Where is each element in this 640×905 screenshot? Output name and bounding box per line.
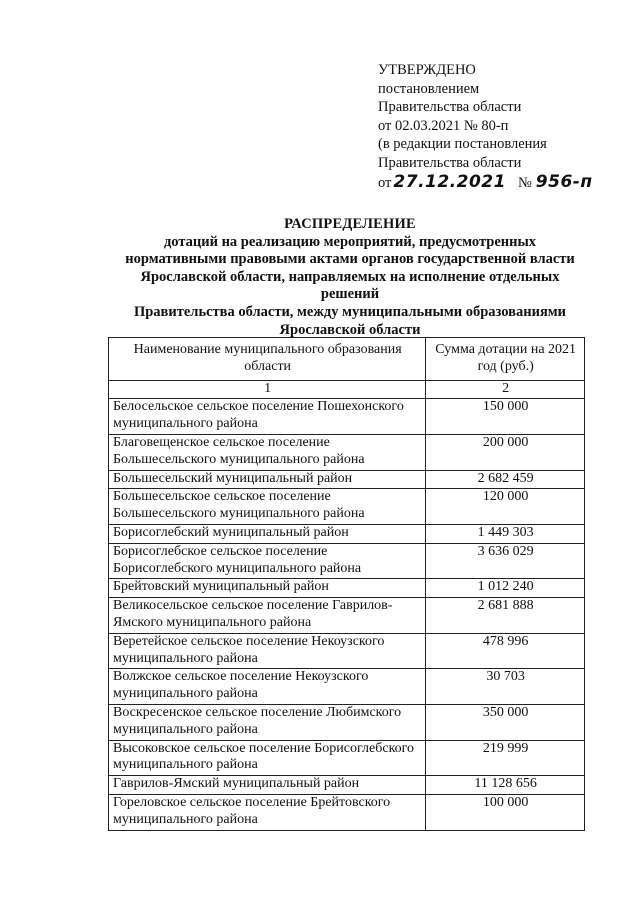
approval-line: Правительства области	[378, 99, 522, 116]
subsidy-amount: 2 681 888	[426, 598, 585, 634]
table-body	[109, 399, 585, 830]
subsidy-amount: 2 682 459	[426, 470, 585, 489]
document-title	[110, 216, 590, 339]
column-index: 1	[109, 380, 426, 399]
handwritten-date: 27.12.2021	[393, 171, 506, 192]
distribution-table	[108, 337, 585, 831]
subsidy-amount: 350 000	[426, 704, 585, 740]
table-row	[109, 524, 585, 543]
table-row	[109, 434, 585, 470]
title-line: Ярославской области	[279, 321, 421, 338]
column-index: 2	[426, 380, 585, 399]
municipality-name: Великосельское сельское поселение Гаврилов-Ямского муниципального района	[109, 598, 426, 634]
approval-line: (в редакции постановления	[378, 136, 547, 153]
municipality-name: Воскресенское сельское поселение Любимского муниципального района	[109, 704, 426, 740]
table-row	[109, 489, 585, 525]
municipality-name: Брейтовский муниципальный район	[109, 579, 426, 598]
municipality-name: Большесельский муниципальный район	[109, 470, 426, 489]
municipality-name: Волжское сельское поселение Некоузского муниципального района	[109, 669, 426, 705]
approval-line: УТВЕРЖДЕНО	[378, 62, 476, 78]
approval-line: Правительства области	[378, 154, 522, 171]
subsidy-amount: 11 128 656	[426, 776, 585, 795]
subsidy-amount: 200 000	[426, 434, 585, 470]
municipality-name: Веретейское сельское поселение Некоузского муниципального района	[109, 633, 426, 669]
municipality-name: Борисоглебское сельское поселение Борисоглебского муниципального района	[109, 543, 426, 579]
subsidy-amount: 219 999	[426, 740, 585, 776]
table-row	[109, 543, 585, 579]
municipality-name: Белосельское сельское поселение Пошехонского муниципального района	[109, 399, 426, 435]
subsidy-amount: 150 000	[426, 399, 585, 435]
subsidy-amount: 1 449 303	[426, 524, 585, 543]
municipality-name: Борисоглебский муниципальный район	[109, 524, 426, 543]
table-header-row	[109, 338, 585, 381]
approval-line: постановлением	[378, 80, 480, 97]
approval-stamp	[378, 61, 593, 192]
handwritten-number: 956-п	[535, 171, 593, 192]
column-header-amount: Сумма дотации на 2021 год (руб.)	[426, 338, 585, 381]
column-header-name: Наименование муниципального образования области	[109, 338, 426, 381]
title-line: дотаций на реализацию мероприятий, предусмотренных	[163, 233, 537, 250]
number-sign: №	[517, 174, 532, 191]
approval-line: от 02.03.2021 № 80-п	[378, 117, 509, 134]
table-row	[109, 579, 585, 598]
from-prefix: от	[378, 174, 392, 191]
table-row	[109, 598, 585, 634]
municipality-name: Гаврилов-Ямский муниципальный район	[109, 776, 426, 795]
municipality-name: Большесельское сельское поселение Большесельского муниципального района	[109, 489, 426, 525]
municipality-name: Гореловское сельское поселение Брейтовского муниципального района	[109, 794, 426, 830]
subsidy-amount: 478 996	[426, 633, 585, 669]
approval-signature-line	[378, 173, 593, 193]
subsidy-amount: 120 000	[426, 489, 585, 525]
subsidy-amount: 1 012 240	[426, 579, 585, 598]
municipality-name: Высоковское сельское поселение Борисоглебского муниципального района	[109, 740, 426, 776]
title-line: Ярославской области, направляемых на исполнение отдельных решений	[140, 268, 560, 303]
subsidy-amount: 30 703	[426, 669, 585, 705]
title-line: Правительства области, между муниципальными образованиями	[133, 303, 567, 320]
municipality-name: Благовещенское сельское поселение Большесельского муниципального района	[109, 434, 426, 470]
table-row	[109, 740, 585, 776]
column-index-row	[109, 380, 585, 399]
table-row	[109, 399, 585, 435]
table-row	[109, 470, 585, 489]
subsidy-amount: 3 636 029	[426, 543, 585, 579]
table-row	[109, 704, 585, 740]
table-row	[109, 794, 585, 830]
table-row	[109, 633, 585, 669]
title-heading: РАСПРЕДЕЛЕНИЕ	[284, 216, 416, 232]
title-line: нормативными правовыми актами органов государственной власти	[125, 251, 575, 268]
subsidy-amount: 100 000	[426, 794, 585, 830]
table-row	[109, 669, 585, 705]
table-row	[109, 776, 585, 795]
